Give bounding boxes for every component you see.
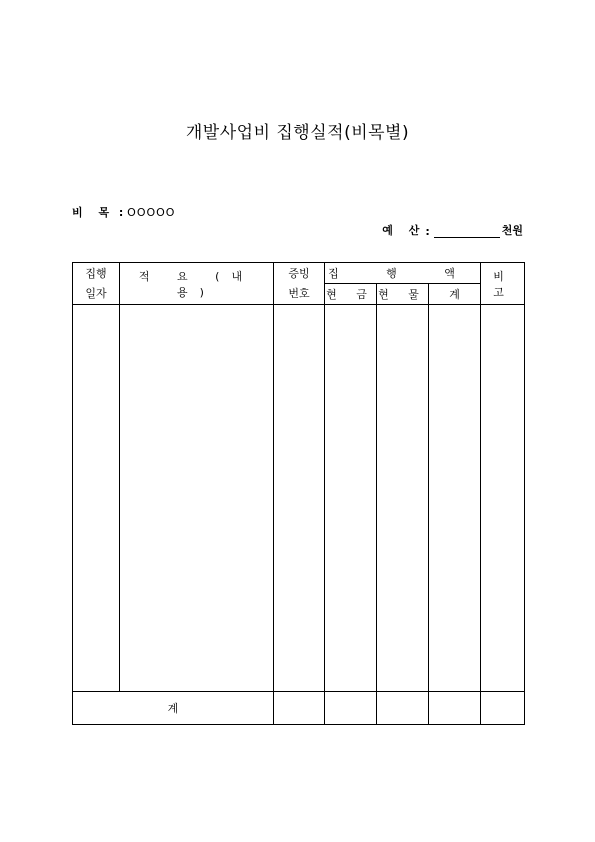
header-voucher-line1: 증빙 xyxy=(288,266,310,280)
page-title: 개발사업비 집행실적(비목별) xyxy=(185,123,410,143)
header-exec-amount: 집 행 액 xyxy=(325,263,481,284)
expense-item-label: 비 목 xyxy=(72,206,116,219)
cell-remarks[interactable] xyxy=(481,305,525,692)
cell-summary[interactable] xyxy=(120,305,274,692)
cell-voucher-no[interactable] xyxy=(274,305,325,692)
total-voucher-cell[interactable] xyxy=(274,692,325,725)
cell-cash[interactable] xyxy=(325,305,377,692)
total-row xyxy=(73,692,525,725)
header-exec-date-line2: 일자 xyxy=(85,286,107,300)
cell-exec-date[interactable] xyxy=(73,305,120,692)
budget-label: 예 산 xyxy=(382,224,426,237)
header-row-1 xyxy=(73,263,525,284)
header-in-kind: 현 물 xyxy=(377,284,429,305)
expense-item-value: OOOOO xyxy=(127,206,176,219)
total-cash-cell[interactable] xyxy=(325,692,377,725)
entry-area-row xyxy=(73,305,525,692)
header-voucher-no xyxy=(274,263,325,305)
cell-in-kind[interactable] xyxy=(377,305,429,692)
budget-blank-field xyxy=(434,225,500,238)
budget-colon: : xyxy=(425,225,430,238)
budget-line xyxy=(382,222,523,238)
total-in-kind-cell[interactable] xyxy=(377,692,429,725)
header-exec-date-line1: 집행 xyxy=(85,266,107,280)
header-voucher-line2: 번호 xyxy=(288,286,310,300)
cell-subtotal[interactable] xyxy=(429,305,481,692)
header-cash: 현 금 xyxy=(325,284,377,305)
expense-item-colon: : xyxy=(115,206,128,219)
total-subtotal-cell[interactable] xyxy=(429,692,481,725)
execution-table xyxy=(72,262,525,725)
budget-unit: 천원 xyxy=(501,224,523,237)
total-label: 계 xyxy=(73,692,274,725)
header-exec-date xyxy=(73,263,120,305)
header-remarks: 비 고 xyxy=(481,263,525,305)
header-summary: 적 요 (내 용) xyxy=(120,263,274,305)
expense-item-line xyxy=(72,204,175,220)
total-remarks-cell[interactable] xyxy=(481,692,525,725)
header-subtotal: 계 xyxy=(429,284,481,305)
